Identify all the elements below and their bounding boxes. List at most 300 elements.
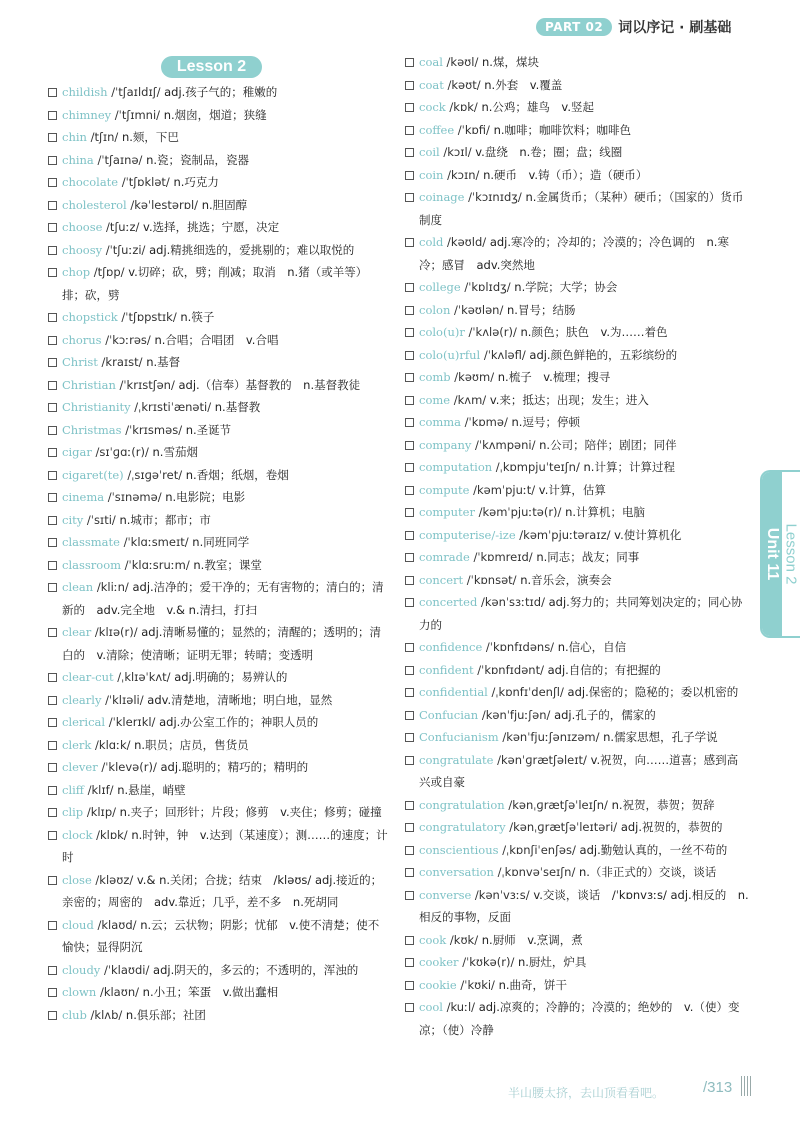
vocab-entry — [405, 524, 749, 547]
checkbox[interactable] — [48, 538, 57, 547]
vocab-word: Christmas — [62, 422, 122, 437]
vocab-definition: n.圣诞节 — [185, 422, 232, 437]
vocab-definition: v.盘绕 n.卷；圈；盘；线圈 — [475, 145, 623, 159]
vocab-definition: adj.精挑细选的，爱挑剔的；难以取悦的 — [149, 242, 355, 257]
vocab-entry — [405, 794, 749, 817]
vocab-entry — [405, 569, 749, 592]
vocab-word: cloud — [62, 917, 94, 932]
vocab-word: choose — [62, 220, 103, 234]
vocab-phonetic: /kənˈsɜːtɪd/ — [477, 595, 545, 609]
vocab-phonetic: /ˈklɑːsmeɪt/ — [119, 535, 189, 549]
vocab-word: cooker — [419, 955, 459, 969]
vocab-word: cholesterol — [62, 197, 127, 212]
vocab-phonetic: /klaʊd/ — [93, 917, 137, 932]
vocab-entry — [48, 689, 388, 712]
vocab-word: colo(u)rful — [419, 347, 481, 362]
vocab-definition: n.学院；大学；协会 — [514, 280, 618, 294]
checkbox[interactable] — [405, 936, 414, 945]
vocab-word: cinema — [62, 490, 105, 504]
vocab-definition: n.金属货币；（某种）硬币；（国家的）货币制度 — [419, 190, 744, 227]
checkbox[interactable] — [48, 966, 57, 975]
vocab-definition: n.小丑；笨蛋 v.做出蠢相 — [142, 985, 279, 999]
vocab-phonetic: /kənˈfjuːʃən/ — [478, 707, 551, 722]
footer-motto: 半山腰太挤，去山顶看看吧。 — [508, 1086, 665, 1100]
vocab-definition: n.基督 — [146, 355, 181, 369]
vocab-phonetic: /kəʊld/ — [443, 235, 487, 249]
side-tab-unit — [762, 472, 782, 636]
checkbox[interactable] — [48, 921, 57, 930]
vocab-entry — [405, 749, 749, 794]
checkbox[interactable] — [405, 508, 414, 517]
checkbox[interactable] — [405, 373, 414, 382]
vocab-phonetic: /ˌkɒnʃiˈenʃəs/ — [498, 842, 576, 857]
checkbox[interactable] — [405, 126, 414, 135]
vocab-word: chopstick — [62, 310, 118, 324]
vocab-definition: adj.清晰易懂的；显然的；清醒的；透明的；清白的 v.清除；使清晰；证明无罪；转晴；变透明 — [62, 625, 381, 662]
vocab-entry — [48, 239, 388, 262]
checkbox[interactable] — [48, 1011, 57, 1020]
vocab-word: classroom — [62, 557, 122, 572]
checkbox[interactable] — [405, 688, 414, 697]
vocab-word: close — [62, 872, 92, 887]
vocab-word: coal — [419, 55, 443, 69]
vocab-phonetic: /ˈkʌmpəni/ — [471, 437, 536, 452]
vocab-entry — [48, 779, 388, 802]
checkbox[interactable] — [405, 958, 414, 967]
checkbox[interactable] — [48, 246, 57, 255]
checkbox[interactable] — [405, 801, 414, 810]
vocab-entry — [48, 396, 388, 419]
vocab-phonetic: /kuːl/ — [442, 1000, 476, 1014]
vocab-definition: v.来；抵达；出现；发生；进入 — [489, 392, 649, 407]
vocab-phonetic: /kənˌɡrætʃəˈleɪʃn/ — [504, 797, 608, 812]
vocab-word: conversation — [419, 865, 494, 879]
vocab-definition: v.使计算机化 — [614, 527, 682, 542]
vocab-word: clip — [62, 805, 84, 819]
vocab-word: clown — [62, 985, 97, 999]
vocab-definition: n.计算；计算过程 — [583, 460, 675, 474]
vocab-phonetic: /ˈsɪti/ — [83, 512, 116, 527]
vocab-definition: adj.寒冷的；冷却的；冷漠的；冷色调的 n.寒冷；感冒 adv.突然地 — [419, 235, 729, 272]
vocab-word: conscientious — [419, 842, 499, 857]
checkbox[interactable] — [405, 823, 414, 832]
checkbox[interactable] — [48, 988, 57, 997]
vocab-entry — [405, 456, 749, 479]
checkbox[interactable] — [48, 673, 57, 682]
vocab-word: Christian — [62, 377, 116, 392]
checkbox[interactable] — [48, 718, 57, 727]
checkbox[interactable] — [48, 426, 57, 435]
vocab-entry — [405, 434, 749, 457]
vocab-word: congratulatory — [419, 820, 506, 834]
vocab-word: cloudy — [62, 962, 101, 977]
side-tab-lesson — [782, 472, 800, 636]
vocab-entry — [405, 704, 749, 727]
vocab-entry — [405, 501, 749, 524]
vocab-definition: n.悬崖，峭壁 — [117, 782, 186, 797]
vocab-word: Christ — [62, 355, 98, 369]
checkbox[interactable] — [405, 666, 414, 675]
vocab-phonetic: /ˈtʃɪmni/ — [111, 107, 161, 122]
vocab-entry — [48, 1004, 388, 1027]
checkbox[interactable] — [405, 193, 414, 202]
vocab-word: clear-cut — [62, 670, 114, 684]
checkbox[interactable] — [405, 1003, 414, 1012]
vocab-entry — [48, 441, 388, 464]
vocab-phonetic: /tʃɪn/ — [86, 130, 119, 144]
vocab-definition: n.胆固醇 — [201, 197, 248, 212]
checkbox[interactable] — [48, 156, 57, 165]
vocab-phonetic: /kɒk/ — [445, 100, 478, 114]
vocab-phonetic: /ˈtʃɒklət/ — [118, 175, 170, 189]
vocab-entry — [405, 344, 749, 367]
checkbox[interactable] — [48, 628, 57, 637]
vocab-entry — [405, 659, 749, 682]
checkbox[interactable] — [48, 448, 57, 457]
vocab-entry — [48, 351, 388, 374]
vocab-word: coil — [419, 145, 440, 159]
checkbox[interactable] — [48, 786, 57, 795]
vocab-word: cigaret(te) — [62, 467, 124, 482]
vocab-word: coin — [419, 167, 444, 182]
vocab-word: classmate — [62, 535, 120, 549]
vocab-definition: n.硬币 v.铸（币）；造（硬币） — [483, 167, 648, 182]
checkbox[interactable] — [405, 598, 414, 607]
vocab-phonetic: /ˌkrɪstiˈænəti/ — [130, 400, 212, 414]
checkbox[interactable] — [405, 733, 414, 742]
vocab-entry — [405, 546, 749, 569]
checkbox[interactable] — [48, 583, 57, 592]
vocab-phonetic: /ˈkəʊlən/ — [450, 302, 504, 317]
vocab-entry — [405, 164, 749, 187]
vocab-definition: n.计算机；电脑 — [565, 505, 646, 519]
checkbox[interactable] — [48, 876, 57, 885]
vocab-definition: v.交谈，谈话 /ˈkɒnvɜːs/ adj.相反的 n.相反的事物，反面 — [419, 887, 749, 924]
vocab-definition: v.& n.关闭；合拢；结束 /kləʊs/ adj.接近的；亲密的；周密的 adv.靠近；几乎，差不多 n.死胡同 — [62, 872, 383, 909]
checkbox[interactable] — [48, 313, 57, 322]
left-column — [48, 81, 388, 1026]
checkbox[interactable] — [405, 576, 414, 585]
vocab-word: clean — [62, 580, 94, 594]
vocab-definition: n.公鸡；雄鸟 v.竖起 — [481, 100, 594, 114]
vocab-definition: n.祝贺，恭贺；贺辞 — [611, 797, 715, 812]
vocab-entry — [48, 374, 388, 397]
vocab-entry — [48, 194, 388, 217]
vocab-phonetic: /tʃɒp/ — [90, 265, 125, 279]
vocab-word: Confucian — [419, 707, 479, 722]
vocab-entry — [48, 959, 388, 982]
vocab-phonetic: /kəmˈpjuːtəraɪz/ — [515, 527, 611, 542]
vocab-entry — [405, 996, 749, 1041]
vocab-phonetic: /ˈkɒnsət/ — [463, 572, 517, 587]
lesson-label: Lesson 2 — [161, 56, 262, 78]
checkbox[interactable] — [48, 808, 57, 817]
checkbox[interactable] — [405, 643, 414, 652]
vocab-entry — [405, 974, 749, 997]
checkbox[interactable] — [48, 696, 57, 705]
vocab-phonetic: /klʌb/ — [86, 1007, 123, 1022]
vocab-definition: adj.凉爽的；冷静的；冷漠的；绝妙的 v.（使）变凉；（使）冷静 — [419, 1000, 740, 1037]
checkbox[interactable] — [405, 846, 414, 855]
checkbox[interactable] — [405, 306, 414, 315]
vocab-phonetic: /ˈtʃuːzi/ — [102, 242, 146, 257]
checkbox[interactable] — [48, 561, 57, 570]
vocab-phonetic: /kəʊm/ — [450, 370, 495, 384]
vocab-phonetic: /ˈkɒnfɪdəns/ — [482, 640, 555, 654]
checkbox[interactable] — [48, 201, 57, 210]
checkbox[interactable] — [48, 741, 57, 750]
vocab-phonetic: /ˌsɪɡəˈret/ — [123, 467, 183, 482]
vocab-phonetic: /ˈtʃɒpstɪk/ — [117, 310, 177, 324]
vocab-entry — [405, 726, 749, 749]
vocab-entry — [48, 869, 388, 914]
vocab-definition: adv.清楚地，清晰地；明白地，显然 — [147, 692, 333, 707]
side-tab-unit-label: Unit 11 — [764, 527, 781, 581]
vocab-definition: n.同班同学 — [192, 535, 250, 549]
vocab-phonetic: /ˈsɪnəmə/ — [104, 490, 162, 504]
vocab-phonetic: /klɪf/ — [83, 782, 114, 797]
vocab-entry — [405, 389, 749, 412]
vocab-word: Confucianism — [419, 730, 499, 744]
page-edge-marks — [741, 1076, 753, 1096]
vocab-definition: adj.阴天的，多云的；不透明的，浑浊的 — [153, 962, 359, 977]
checkbox[interactable] — [48, 336, 57, 345]
vocab-word: computer — [419, 505, 475, 519]
vocab-word: cook — [419, 932, 447, 947]
vocab-phonetic: /ˌkɒmpjuˈteɪʃn/ — [492, 460, 580, 474]
vocab-entry — [48, 329, 388, 352]
vocab-entry — [405, 816, 749, 839]
vocab-word: clear — [62, 625, 92, 639]
vocab-definition: adj.孩子气的；稚嫩的 — [164, 85, 278, 99]
side-tab[interactable] — [760, 470, 800, 638]
vocab-phonetic: /ˈkrɪsməs/ — [121, 422, 183, 437]
vocab-phonetic: /ˈklɪəli/ — [101, 692, 144, 707]
vocab-word: comma — [419, 415, 462, 429]
checkbox[interactable] — [405, 418, 414, 427]
vocab-entry — [48, 824, 388, 869]
vocab-entry — [405, 74, 749, 97]
checkbox[interactable] — [48, 133, 57, 142]
checkbox[interactable] — [405, 103, 414, 112]
vocab-word: cock — [419, 100, 446, 114]
vocab-definition: n.信心，自信 — [557, 640, 627, 654]
vocab-definition: n.云；云状物；阴影；忧郁 v.使不清楚；使不愉快；显得阴沉 — [62, 917, 380, 954]
vocab-word: computation — [419, 460, 493, 474]
vocab-definition: n.儒家思想，孔子学说 — [603, 730, 718, 744]
vocab-phonetic: /tʃuːz/ — [102, 220, 140, 234]
vocab-definition: n.城市；都市；市 — [119, 512, 211, 527]
vocab-definition: v.选择，挑选；宁愿，决定 — [143, 220, 280, 234]
checkbox[interactable] — [48, 831, 57, 840]
checkbox[interactable] — [405, 981, 414, 990]
vocab-phonetic: /ˈkʊki/ — [456, 977, 495, 992]
checkbox[interactable] — [405, 148, 414, 157]
vocab-phonetic: /ˈklɑːsruːm/ — [121, 557, 190, 572]
vocab-definition: n.梳子 v.梳理；搜寻 — [497, 370, 611, 384]
vocab-word: converse — [419, 887, 472, 902]
checkbox[interactable] — [48, 88, 57, 97]
vocab-definition: n.合唱；合唱团 v.合唱 — [154, 332, 279, 347]
vocab-word: company — [419, 437, 472, 452]
vocab-phonetic: /kəmˈpjuːtə(r)/ — [474, 505, 562, 519]
checkbox[interactable] — [48, 403, 57, 412]
vocab-phonetic: /kləʊz/ — [91, 872, 134, 887]
checkbox[interactable] — [405, 81, 414, 90]
vocab-entry — [48, 981, 388, 1004]
vocab-entry — [405, 119, 749, 142]
vocab-definition: adj.明确的；易辨认的 — [174, 670, 288, 684]
vocab-entry — [405, 884, 749, 929]
vocab-definition: n.厨灶，炉具 — [517, 955, 587, 969]
vocab-word: coinage — [419, 190, 465, 204]
checkbox[interactable] — [405, 891, 414, 900]
vocab-phonetic: /ˈkɒlɪdʒ/ — [460, 280, 511, 294]
vocab-definition: n.音乐会，演奏会 — [520, 572, 612, 587]
vocab-definition: n.咖啡；咖啡饮料；咖啡色 — [493, 122, 632, 137]
vocab-definition: adj.办公室工作的；神职人员的 — [159, 715, 319, 729]
side-tab-lesson-label: Lesson 2 — [782, 523, 800, 585]
vocab-phonetic: /ˈtʃaɪnə/ — [93, 152, 143, 167]
vocab-word: college — [419, 280, 461, 294]
vocab-entry — [48, 104, 388, 127]
checkbox[interactable] — [405, 463, 414, 472]
checkbox[interactable] — [48, 516, 57, 525]
vocab-word: comb — [419, 370, 451, 384]
vocab-word: compute — [419, 482, 470, 497]
checkbox[interactable] — [48, 358, 57, 367]
vocab-definition: n.烟囱，烟道；狭缝 — [163, 107, 267, 122]
vocab-phonetic: /klɒk/ — [92, 827, 128, 842]
vocab-phonetic: /kɔɪl/ — [439, 145, 472, 159]
vocab-phonetic: /kʌm/ — [450, 392, 487, 407]
vocab-word: club — [62, 1007, 87, 1022]
vocab-phonetic: /ˈkɒfi/ — [454, 122, 490, 137]
vocab-phonetic: /kliːn/ — [93, 580, 129, 594]
vocab-word: confidential — [419, 685, 488, 699]
checkbox[interactable] — [48, 381, 57, 390]
vocab-word: clever — [62, 760, 98, 774]
vocab-definition: n.职员；店员，售货员 — [134, 737, 249, 752]
vocab-entry — [48, 711, 388, 734]
vocab-definition: n.雪茄烟 — [152, 445, 198, 459]
vocab-entry — [48, 261, 388, 306]
checkbox[interactable] — [405, 711, 414, 720]
vocab-phonetic: /kəmˈpjuːt/ — [469, 482, 536, 497]
checkbox[interactable] — [48, 111, 57, 120]
vocab-definition: n.俱乐部；社团 — [125, 1007, 206, 1022]
vocab-phonetic: /ˌkɒnvəˈseɪʃn/ — [493, 865, 576, 879]
vocab-word: cigar — [62, 445, 92, 459]
checkbox[interactable] — [405, 328, 414, 337]
vocab-word: chop — [62, 265, 91, 279]
vocab-word: clerical — [62, 715, 106, 729]
vocab-definition: n.颏，下巴 — [121, 130, 179, 144]
vocab-definition: adj.努力的；共同筹划决定的；同心协力的 — [419, 595, 743, 632]
vocab-definition: v.计算，估算 — [538, 482, 606, 497]
vocab-definition: n.教室；课堂 — [193, 557, 262, 572]
vocab-entry — [48, 621, 388, 666]
vocab-entry — [48, 464, 388, 487]
vocab-entry — [48, 126, 388, 149]
vocab-definition: adj.保密的；隐秘的；委以机密的 — [567, 685, 739, 699]
vocab-definition: n.冒号；结肠 — [507, 302, 576, 317]
vocab-phonetic: /ˈkɒnfɪdənt/ — [473, 662, 544, 677]
vocab-phonetic: /sɪˈɡɑː(r)/ — [91, 445, 149, 459]
checkbox[interactable] — [48, 471, 57, 480]
vocab-definition: n.逗号；停顿 — [511, 415, 580, 429]
vocab-phonetic: /ˌkɒnfɪˈdenʃl/ — [487, 685, 564, 699]
vocab-entry — [48, 734, 388, 757]
vocab-definition: n.厨师 v.烹调，煮 — [481, 932, 583, 947]
vocab-entry — [405, 321, 749, 344]
vocab-phonetic: /ˈkɔɪnɪdʒ/ — [464, 190, 522, 204]
vocab-phonetic: /kənˌɡrætʃəˈleɪtəri/ — [505, 820, 618, 834]
vocab-entry — [48, 801, 388, 824]
vocab-entry — [48, 531, 388, 554]
checkbox[interactable] — [405, 553, 414, 562]
vocab-entry — [405, 186, 749, 231]
part-badge: PART 02 — [536, 18, 612, 36]
checkbox[interactable] — [405, 396, 414, 405]
vocab-word: cookie — [419, 977, 457, 992]
checkbox[interactable] — [405, 171, 414, 180]
checkbox[interactable] — [405, 756, 414, 765]
vocab-entry — [405, 479, 749, 502]
vocab-entry — [48, 509, 388, 532]
checkbox[interactable] — [48, 493, 57, 502]
vocab-definition: n.同志；战友；同事 — [536, 550, 640, 564]
checkbox[interactable] — [405, 238, 414, 247]
checkbox[interactable] — [405, 283, 414, 292]
checkbox[interactable] — [48, 268, 57, 277]
vocab-entry — [405, 591, 749, 636]
checkbox[interactable] — [48, 178, 57, 187]
vocab-phonetic: /kənˈfjuːʃənɪzəm/ — [498, 730, 600, 744]
vocab-word: cool — [419, 1000, 443, 1014]
vocab-word: confident — [419, 662, 474, 677]
vocab-definition: n.瓷；瓷制品，瓷器 — [146, 152, 250, 167]
checkbox[interactable] — [48, 223, 57, 232]
vocab-definition: adj.祝贺的，恭贺的 — [620, 820, 723, 834]
vocab-definition: n.时钟，钟 v.达到（某速度）；测……的速度；计时 — [62, 827, 388, 864]
vocab-word: childish — [62, 85, 108, 99]
vocab-word: comrade — [419, 550, 470, 564]
vocab-entry — [48, 419, 388, 442]
vocab-word: concerted — [419, 595, 478, 609]
vocab-word: chocolate — [62, 175, 119, 189]
checkbox[interactable] — [48, 763, 57, 772]
vocab-phonetic: /kʊk/ — [446, 932, 479, 947]
vocab-definition: n.香烟；纸烟，卷烟 — [185, 467, 289, 482]
vocab-phonetic: /ˈkɒmə/ — [461, 415, 508, 429]
vocab-word: clerk — [62, 737, 92, 752]
vocab-word: clearly — [62, 692, 102, 707]
checkbox[interactable] — [405, 58, 414, 67]
checkbox[interactable] — [405, 531, 414, 540]
checkbox[interactable] — [405, 868, 414, 877]
vocab-definition: n.夹子；回形针；片段；修剪 v.夹住；修剪；碰撞 — [119, 805, 382, 819]
checkbox[interactable] — [405, 441, 414, 450]
vocab-entry — [48, 914, 388, 959]
vocab-entry — [405, 299, 749, 322]
checkbox[interactable] — [405, 351, 414, 360]
vocab-phonetic: /klɑːk/ — [91, 737, 131, 752]
vocab-phonetic: /klɪə(r)/ — [91, 625, 138, 639]
vocab-phonetic: /ˈkrɪstʃən/ — [115, 377, 175, 392]
checkbox[interactable] — [405, 486, 414, 495]
vocab-definition: n.筷子 — [180, 310, 215, 324]
